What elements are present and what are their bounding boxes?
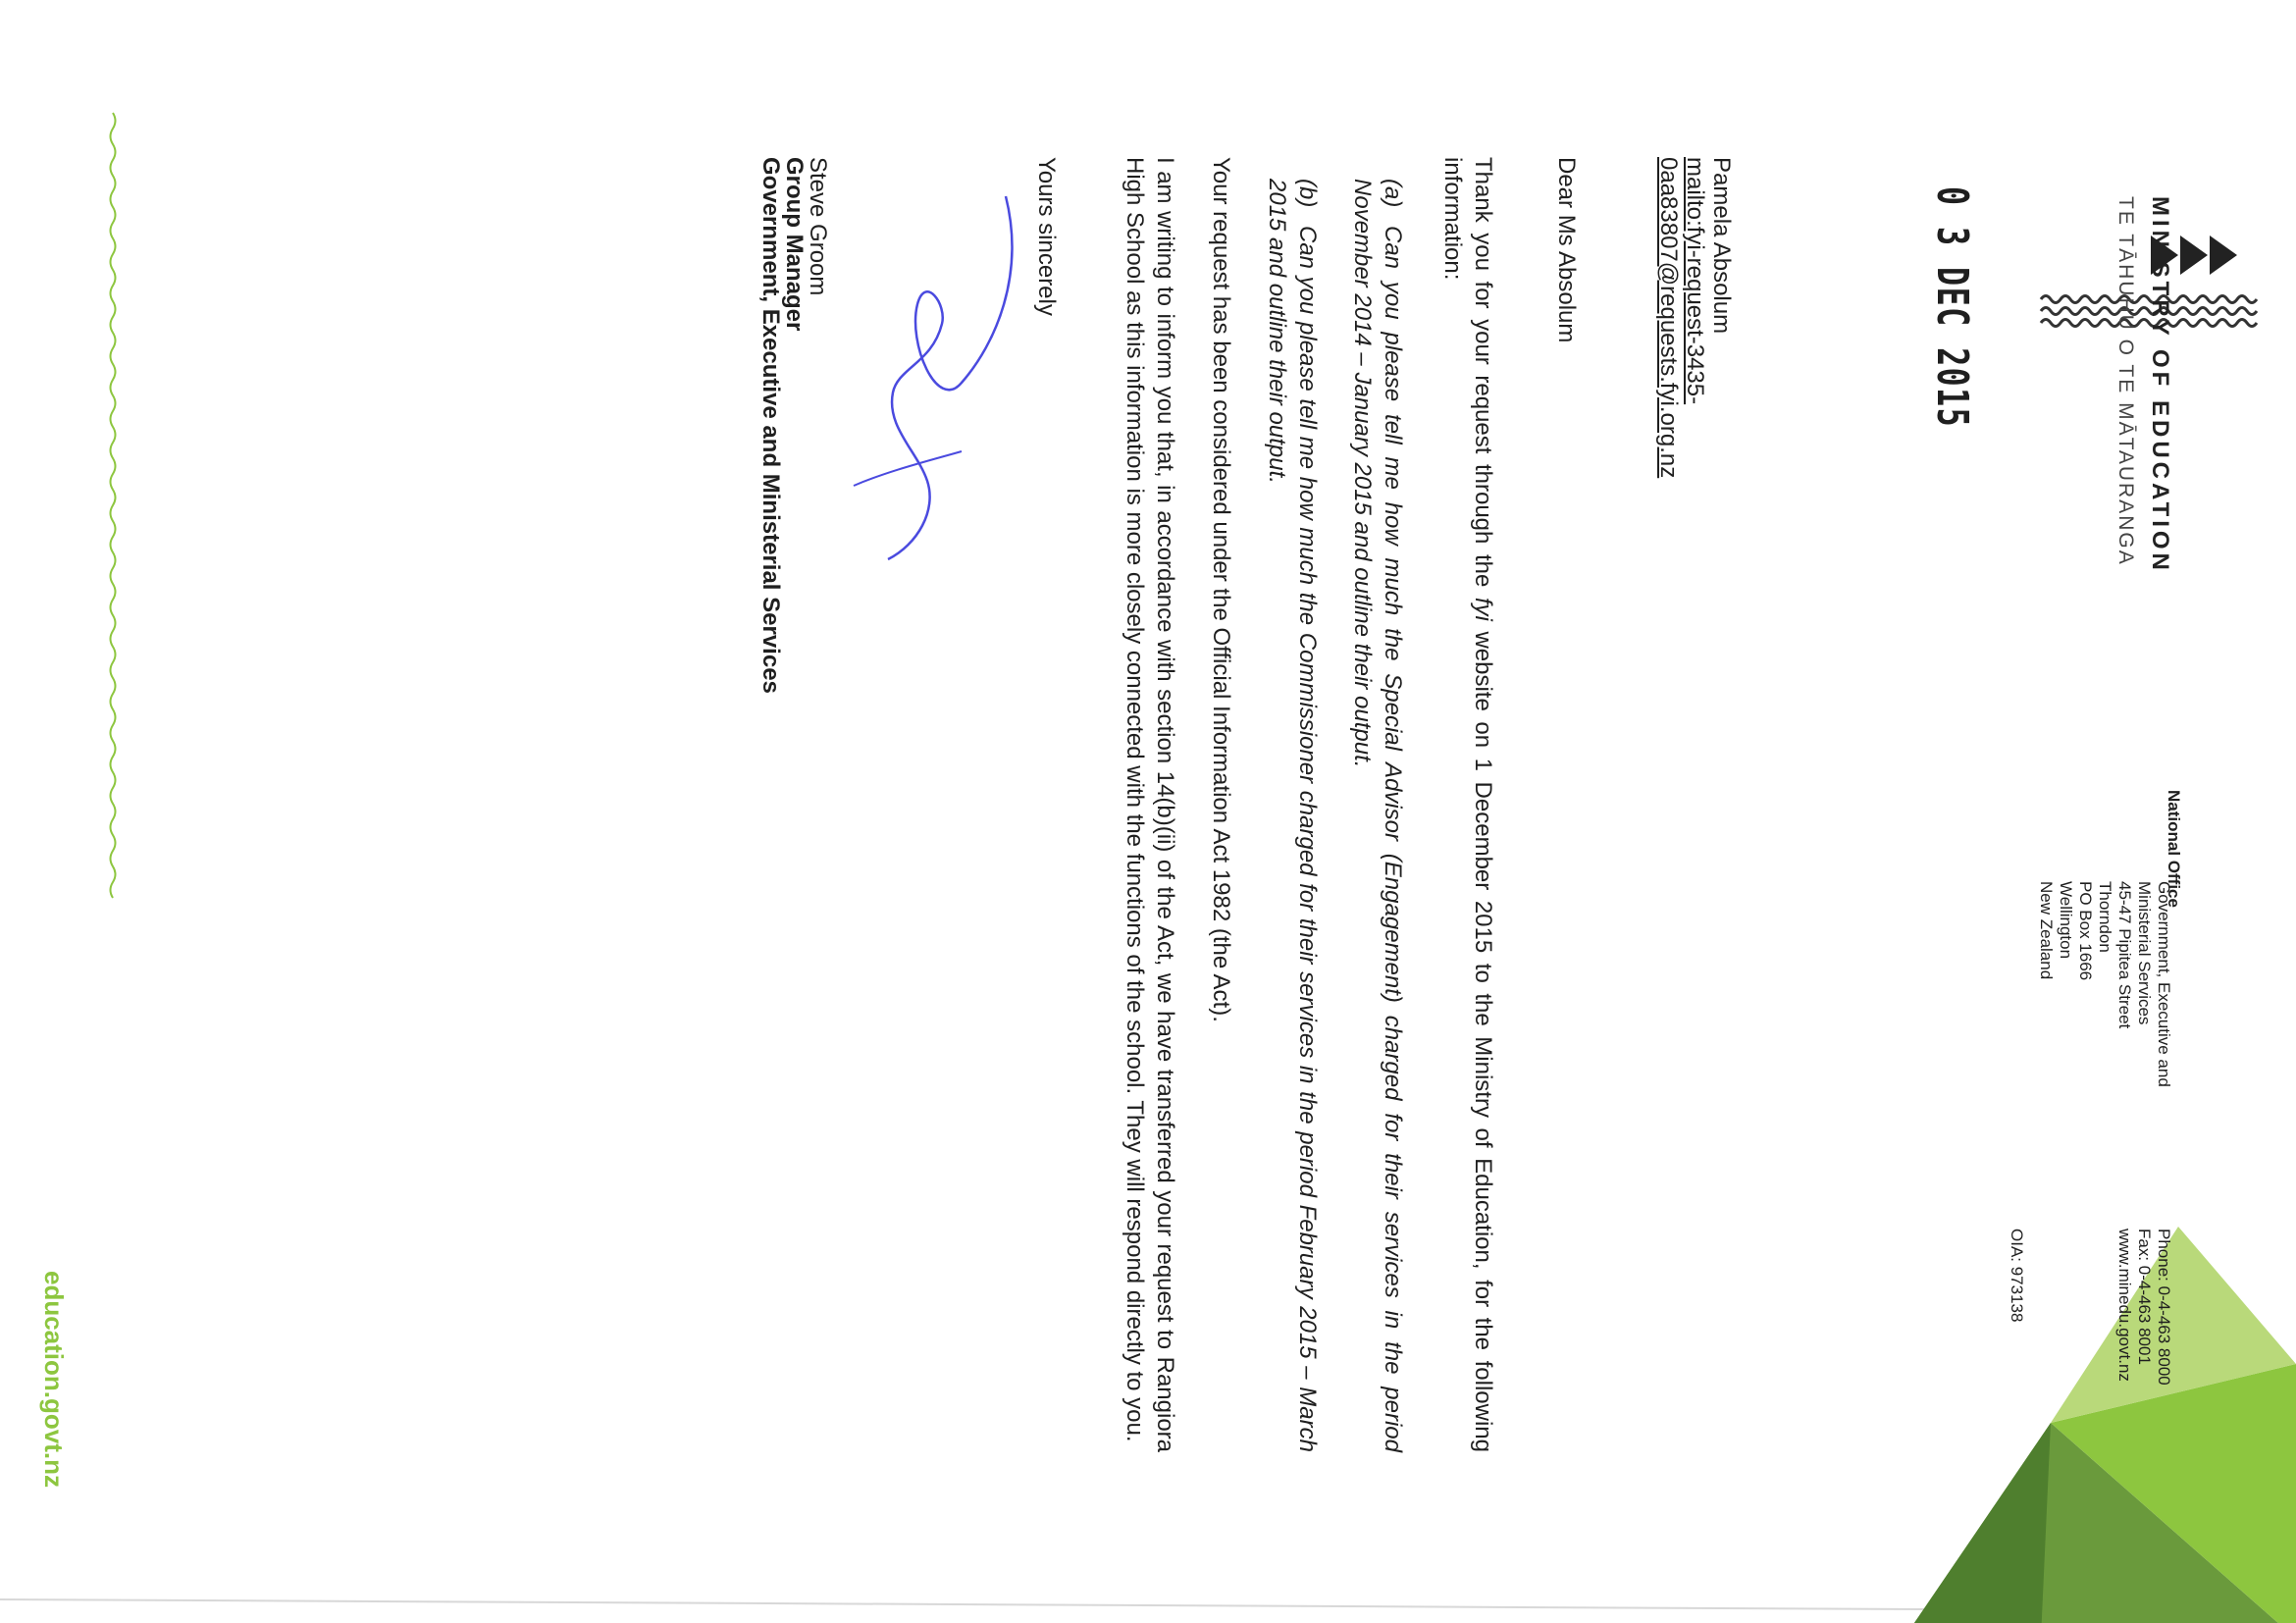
address-line: Ministerial Services <box>2135 881 2154 1025</box>
request-item-a <box>1347 179 1408 1452</box>
fax-line: Fax: 0-4-463 8001 <box>2135 1229 2154 1365</box>
paragraph-text: website on 1 December 2015 to the Ministry of Education, for the following information: <box>1439 157 1496 1452</box>
signer-title: Group Manager <box>781 157 808 332</box>
item-text: Can you please tell me how much the Commissioner charged for their services in the period February 2015 – March 2015 and outline their output. <box>1264 179 1321 1452</box>
date-stamp: 0 3 DEC 2015 <box>1927 186 1977 429</box>
item-label: (b) <box>1294 179 1321 208</box>
office-address <box>2036 881 2173 1087</box>
item-text: Can you please tell me how much the Special Advisor (Engagement) charged for their services in the period November 2014 – January 2015 and outline their output. <box>1349 179 1406 1452</box>
oia-reference: OIA: 973138 <box>2008 1229 2026 1323</box>
address-line: Government, Executive and <box>2155 881 2173 1087</box>
address-line: PO Box 1666 <box>2076 881 2095 981</box>
brand-corner-graphic <box>1904 1227 2296 1623</box>
signature <box>839 157 1035 569</box>
address-line: Wellington <box>2057 881 2075 960</box>
greeting: Dear Ms Absolum <box>1553 157 1580 343</box>
org-name-maori: TE TĀHUHU O TE MĀTAURANGA <box>2114 196 2137 566</box>
address-line: 45-47 Pipitea Street <box>2115 881 2134 1029</box>
paragraph-oia: Your request has been considered under the Official Information Act 1982 (the Act). <box>1208 157 1234 1022</box>
paragraph-transfer: I am writing to inform you that, in accordance with section 14(b)(ii) of the Act, we have transferred your request to Rangiora High School as this information is more closely connected with the functions of the school. They will respond directly to you. <box>1122 157 1178 1452</box>
recipient-block <box>1655 157 1735 478</box>
signer-block <box>758 157 829 694</box>
recipient-email-link[interactable]: mailto:fyi-request-3435- <box>1682 157 1708 405</box>
phone-line: Phone: 0-4-463 8000 <box>2155 1229 2173 1386</box>
request-item-b <box>1262 179 1323 1452</box>
item-label: (a) <box>1380 179 1406 208</box>
office-contact <box>2114 1229 2173 1386</box>
website-line: www.minedu.govt.nz <box>2115 1229 2134 1382</box>
address-line: Thorndon <box>2096 881 2114 953</box>
paragraph-text: Thank you for your request through the <box>1470 157 1496 598</box>
recipient-name: Pamela Absolum <box>1708 157 1735 335</box>
emphasis-fyi: fyi <box>1470 597 1496 621</box>
org-name: MINISTRY OF EDUCATION <box>2147 196 2173 574</box>
signer-unit: Government, Executive and Ministerial Services <box>757 157 784 694</box>
closing: Yours sincerely <box>1033 157 1060 316</box>
paragraph-intro <box>1437 157 1498 1452</box>
footer-website[interactable]: education.govt.nz <box>39 1271 69 1488</box>
address-line: New Zealand <box>2037 881 2056 980</box>
recipient-email-link[interactable]: 0aa83807@requests.fyi.org.nz <box>1655 157 1682 479</box>
office-label: National Office <box>2165 790 2183 908</box>
signer-name: Steve Groom <box>805 157 831 296</box>
